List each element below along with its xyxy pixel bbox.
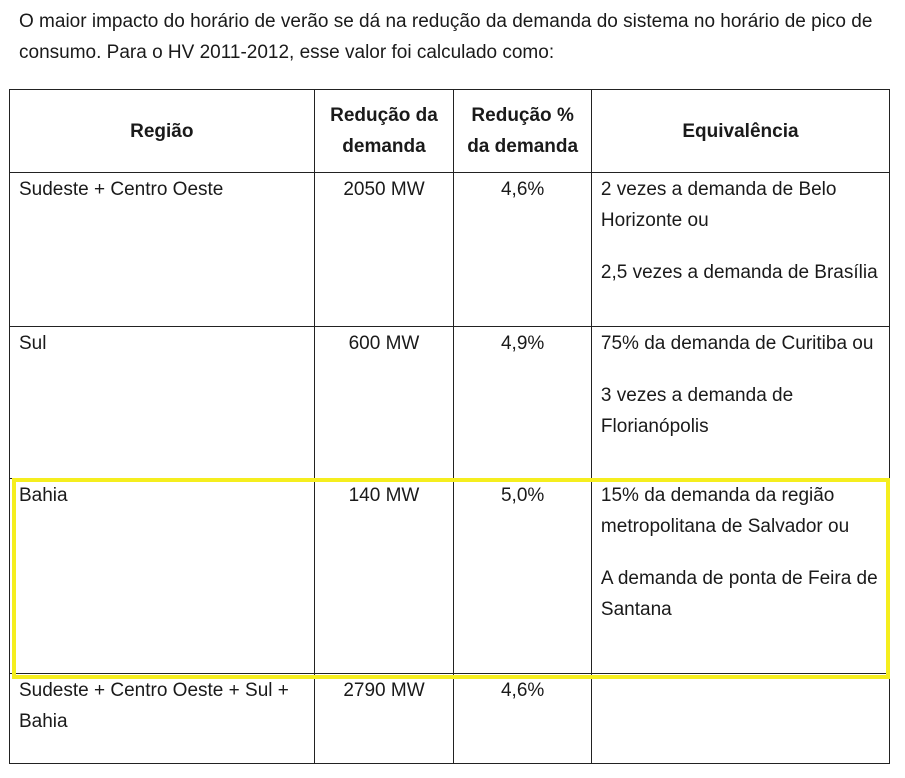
equivalencia-text: 3 vezes a demanda de Florianópolis <box>600 385 794 437</box>
cell-reducao-pct: 4,6% <box>454 674 592 764</box>
intro-paragraph: O maior impacto do horário de verão se dá na redução da demanda do sistema no horário de pico de consumo. Para o HV 2011-2012, esse valor foi calculado como: <box>19 11 873 63</box>
cell-regiao: Bahia <box>10 479 315 674</box>
equivalencia-text: 15% da demanda da região metropolitana de Salvador ou <box>600 485 850 537</box>
equivalencia-text: 2 vezes a demanda de Belo Horizonte ou <box>600 179 837 231</box>
cell-reducao: 140 MW <box>314 479 454 674</box>
cell-reducao: 2050 MW <box>314 173 454 327</box>
header-regiao: Região <box>10 90 315 173</box>
cell-reducao-pct: 4,9% <box>454 327 592 479</box>
cell-reducao-pct: 5,0% <box>454 479 592 674</box>
cell-reducao: 600 MW <box>314 327 454 479</box>
table-row-highlighted <box>10 479 890 674</box>
equivalencia-text: A demanda de ponta de Feira de Santana <box>600 568 878 620</box>
table-row <box>10 173 890 327</box>
header-reducao: Redução da demanda <box>314 90 454 173</box>
table-row <box>10 327 890 479</box>
cell-equivalencia <box>591 674 889 764</box>
cell-reducao-pct: 4,6% <box>454 173 592 327</box>
header-reducao-pct: Redução % da demanda <box>454 90 592 173</box>
cell-regiao: Sudeste + Centro Oeste <box>10 173 315 327</box>
header-equivalencia: Equivalência <box>591 90 889 173</box>
equivalencia-text: 2,5 vezes a demanda de Brasília <box>600 262 878 283</box>
cell-regiao: Sudeste + Centro Oeste + Sul + Bahia <box>10 674 315 764</box>
cell-equivalencia <box>591 327 889 479</box>
table-header-row <box>10 90 890 173</box>
table-row-total <box>10 674 890 764</box>
demand-reduction-table <box>9 89 890 764</box>
cell-regiao: Sul <box>10 327 315 479</box>
cell-equivalencia <box>591 479 889 674</box>
cell-reducao: 2790 MW <box>314 674 454 764</box>
cell-equivalencia <box>591 173 889 327</box>
equivalencia-text: 75% da demanda de Curitiba ou <box>600 333 874 354</box>
